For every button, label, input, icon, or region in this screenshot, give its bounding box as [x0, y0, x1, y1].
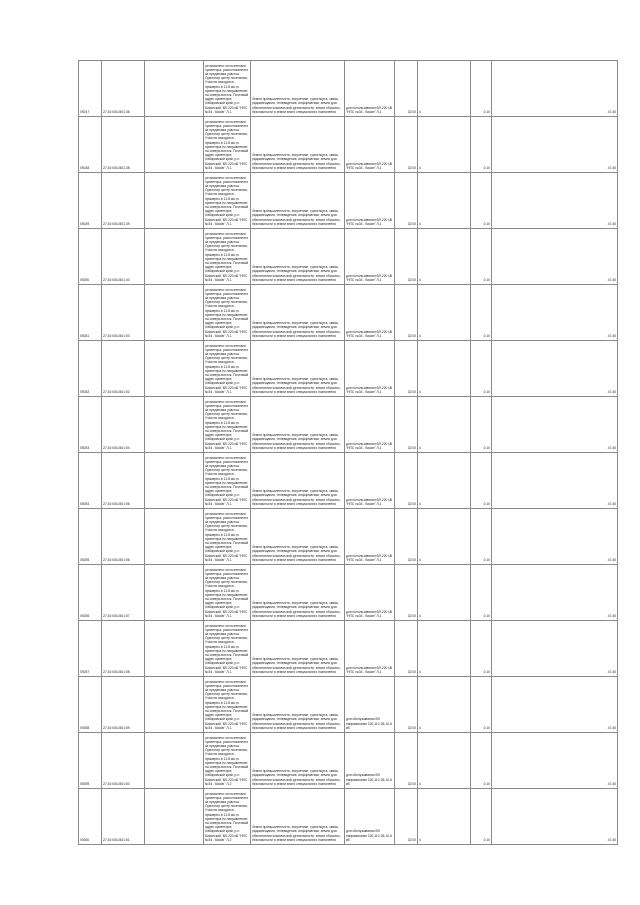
empty-cell — [145, 789, 204, 845]
area-cell — [395, 621, 418, 677]
permitted-use-cell — [345, 677, 395, 733]
document-sheet — [78, 60, 616, 845]
empty-cell — [145, 61, 204, 117]
location-text: установлено относительно ориентира, расположенного за пределами участка. Ориентир центр поселения. Участок находится примерно в 12,8 км от ориентира по направлению на северо-восток. Почтовый адрес ориентира: Хабаровский край, р-н Бикинский, ВЛ-220 кВ "НПС №34 - Бикин" Л-2 — [205, 791, 249, 842]
land-category-cell — [251, 341, 345, 397]
location-cell — [204, 285, 251, 341]
location-text: установлено относительно ориентира, расположенного за пределами участка. Ориентир центр поселения. Участок находится примерно в 12,8 км от ориентира по направлению на северо-восток. Почтовый адрес ориентира: Хабаровский край, р-н Бикинский, ВЛ-220 кВ "НПС №34 - Бикин" Л-1 — [205, 175, 249, 226]
sum-text: 47,40 — [607, 557, 616, 562]
sum-cell — [492, 677, 618, 733]
location-cell — [204, 677, 251, 733]
land-category-cell — [251, 509, 345, 565]
location-cell — [204, 117, 251, 173]
area-text: 32,00 — [407, 613, 416, 618]
rate-cell — [471, 285, 492, 341]
sum-cell — [492, 173, 618, 229]
area-cell — [395, 789, 418, 845]
area-cell — [395, 677, 418, 733]
permitted-use-text: для использования ВЛ-220 кВ "НПС №34 - Бикин" Л-1 — [346, 553, 392, 562]
location-cell — [204, 453, 251, 509]
area-cell — [395, 397, 418, 453]
rate-text: 0,10 — [483, 781, 490, 786]
area-text: 32,00 — [407, 557, 416, 562]
code-cell — [418, 509, 471, 565]
area-text: 32,00 — [407, 501, 416, 506]
permitted-use-text: для обслуживания ВЛ напряжением 220-110-35-10-6 кВ — [346, 773, 393, 786]
land-category-cell — [251, 61, 345, 117]
row-number-text: 09251 — [80, 333, 90, 338]
permitted-use-cell — [345, 789, 395, 845]
area-cell — [395, 509, 418, 565]
cadastral-number-cell — [102, 621, 145, 677]
code-cell — [418, 61, 471, 117]
location-text: установлено относительно ориентира, расположенного за пределами участка. Ориентир центр поселения. Участок находится примерно в 12,8 км от ориентира по направлению на северо-восток. Почтовый адрес ориентира: Хабаровский край, р-н Бикинский, ВЛ-220 кВ "НПС №34 - Бикин" Л-2 — [205, 735, 249, 786]
row-number-cell — [79, 285, 102, 341]
land-category-cell — [251, 789, 345, 845]
table-body — [79, 61, 618, 845]
area-text: 32,00 — [407, 277, 416, 282]
code-cell — [418, 229, 471, 285]
code-text: 4 — [419, 837, 421, 842]
location-cell — [204, 61, 251, 117]
code-text: 4 — [419, 333, 421, 338]
rate-cell — [471, 61, 492, 117]
sum-cell — [492, 341, 618, 397]
permitted-use-text: для использования ВЛ-220 кВ "НПС №34 - Бикин" Л-1 — [346, 161, 392, 170]
cadastral-number-cell — [102, 229, 145, 285]
cadastral-number-text: 27:10:0010401:61 — [103, 837, 130, 842]
rate-text: 0,10 — [483, 445, 490, 450]
rate-text: 0,10 — [483, 837, 490, 842]
cadastral-number-text: 27:10:0010401:60 — [103, 781, 130, 786]
permitted-use-cell — [345, 733, 395, 789]
permitted-use-text: для использования ВЛ-220 кВ "НПС №34 - Бикин" Л-1 — [346, 609, 392, 618]
table-row — [79, 285, 618, 341]
cadastral-number-text: 27:10:0010401:56 — [103, 501, 130, 506]
empty-cell — [145, 509, 204, 565]
cadastral-number-text: 27:10:0010401:56 — [103, 557, 130, 562]
land-category-text: Земли промышленности, энергетики, транспорта, связи, радиовещания, телевидения, информатики, земли для обеспечения космической деятельности, земли обороны, безопасности и земли иного специального назначения — [252, 433, 341, 450]
location-cell — [204, 173, 251, 229]
row-number-cell — [79, 565, 102, 621]
table-row — [79, 397, 618, 453]
code-text: 4 — [419, 109, 421, 114]
table-row — [79, 565, 618, 621]
row-number-text: 09253 — [80, 445, 90, 450]
code-cell — [418, 341, 471, 397]
rate-cell — [471, 509, 492, 565]
permitted-use-text: для обслуживания ВЛ напряжением 220-110-35-10-6 кВ — [346, 717, 393, 730]
code-text: 4 — [419, 725, 421, 730]
land-category-text: Земли промышленности, энергетики, транспорта, связи, радиовещания, телевидения, информатики, земли для обеспечения космической деятельности, земли обороны, безопасности и земли иного специального назначения — [252, 545, 341, 562]
empty-cell — [145, 565, 204, 621]
rate-text: 0,10 — [483, 501, 490, 506]
table-row — [79, 173, 618, 229]
sum-cell — [492, 61, 618, 117]
location-cell — [204, 229, 251, 285]
location-cell — [204, 341, 251, 397]
location-text: установлено относительно ориентира, расположенного за пределами участка. Ориентир центр поселения. Участок находится примерно в 12,8 км от ориентира по направлению на северо-восток. Почтовый адрес ориентира: Хабаровский край, р-н Бикинский, ВЛ-220 кВ "НПС №34 - Бикин" Л-1 — [205, 455, 249, 506]
area-cell — [395, 229, 418, 285]
table-row — [79, 229, 618, 285]
row-number-cell — [79, 341, 102, 397]
land-category-text: Земли промышленности, энергетики, транспорта, связи, радиовещания, телевидения, информатики, земли для обеспечения космической деятельности, земли обороны, безопасности и земли иного специального назначения — [252, 377, 341, 394]
empty-cell — [145, 733, 204, 789]
land-category-cell — [251, 565, 345, 621]
permitted-use-text: для использования ВЛ-220 кВ "НПС №34 - Бикин" Л-1 — [346, 217, 392, 226]
cadastral-number-text: 27:10:0010401:58 — [103, 669, 130, 674]
row-number-text: 09254 — [80, 501, 90, 506]
sum-text: 47,40 — [607, 837, 616, 842]
location-text: установлено относительно ориентира, расположенного за пределами участка. Ориентир центр поселения. Участок находится примерно в 12,8 км от ориентира по направлению на северо-восток. Почтовый адрес ориентира: Хабаровский край, р-н Бикинский, ВЛ-220 кВ "НПС №34 - Бикин" Л-1 — [205, 63, 249, 114]
rate-text: 0,10 — [483, 221, 490, 226]
rate-text: 0,10 — [483, 277, 490, 282]
cadastral-number-cell — [102, 341, 145, 397]
cadastral-number-cell — [102, 565, 145, 621]
area-text: 32,00 — [407, 109, 416, 114]
cadastral-number-text: 27:10:0010401:57 — [103, 613, 130, 618]
permitted-use-cell — [345, 173, 395, 229]
sum-text: 47,40 — [607, 277, 616, 282]
land-category-cell — [251, 173, 345, 229]
code-cell — [418, 285, 471, 341]
area-text: 32,00 — [407, 781, 416, 786]
empty-cell — [145, 677, 204, 733]
permitted-use-text: для использования ВЛ-220 кВ "НПС №34 - Бикин" Л-1 — [346, 497, 392, 506]
area-cell — [395, 565, 418, 621]
permitted-use-cell — [345, 229, 395, 285]
row-number-cell — [79, 453, 102, 509]
land-category-cell — [251, 285, 345, 341]
permitted-use-text: для использования ВЛ-220 кВ "НПС №34 - Бикин" Л-1 — [346, 329, 392, 338]
cadastral-number-cell — [102, 117, 145, 173]
cadastral-number-cell — [102, 789, 145, 845]
area-cell — [395, 117, 418, 173]
sum-cell — [492, 117, 618, 173]
row-number-text: 09258 — [80, 725, 90, 730]
sum-cell — [492, 733, 618, 789]
area-cell — [395, 61, 418, 117]
area-text: 32,00 — [407, 725, 416, 730]
empty-cell — [145, 117, 204, 173]
row-number-cell — [79, 397, 102, 453]
code-text: 4 — [419, 557, 421, 562]
sum-text: 47,40 — [607, 109, 616, 114]
area-cell — [395, 733, 418, 789]
row-number-cell — [79, 677, 102, 733]
land-category-cell — [251, 397, 345, 453]
code-cell — [418, 621, 471, 677]
cadastral-number-cell — [102, 453, 145, 509]
row-number-text: 09252 — [80, 389, 90, 394]
cadastral-number-cell — [102, 509, 145, 565]
permitted-use-cell — [345, 397, 395, 453]
row-number-cell — [79, 733, 102, 789]
sum-cell — [492, 565, 618, 621]
cadastral-number-text: 27:10:0010401:53 — [103, 333, 130, 338]
sum-cell — [492, 453, 618, 509]
cadastral-number-text: 27:10:0010401:38 — [103, 165, 130, 170]
row-number-cell — [79, 789, 102, 845]
cadastral-number-text: 27:10:0010401:40 — [103, 277, 130, 282]
table-row — [79, 733, 618, 789]
sum-text: 47,40 — [607, 389, 616, 394]
land-category-text: Земли промышленности, энергетики, транспорта, связи, радиовещания, телевидения, информатики, земли для обеспечения космической деятельности, земли обороны, безопасности и земли иного специального назначения — [252, 769, 341, 786]
permitted-use-cell — [345, 117, 395, 173]
land-category-text: Земли промышленности, энергетики, транспорта, связи, радиовещания, телевидения, информатики, земли для обеспечения космической деятельности, земли обороны, безопасности и земли иного специального назначения — [252, 713, 341, 730]
code-cell — [418, 453, 471, 509]
sum-text: 47,40 — [607, 445, 616, 450]
area-cell — [395, 285, 418, 341]
table-row — [79, 621, 618, 677]
area-text: 32,00 — [407, 221, 416, 226]
rate-cell — [471, 733, 492, 789]
empty-cell — [145, 285, 204, 341]
permitted-use-cell — [345, 341, 395, 397]
sum-text: 47,40 — [607, 333, 616, 338]
row-number-text: 09256 — [80, 613, 90, 618]
code-cell — [418, 733, 471, 789]
rate-cell — [471, 341, 492, 397]
sum-cell — [492, 509, 618, 565]
location-text: установлено относительно ориентира, расположенного за пределами участка. Ориентир центр поселения. Участок находится примерно в 12,8 км от ориентира по направлению на северо-восток. Почтовый адрес ориентира: Хабаровский край, р-н Бикинский, ВЛ-220 кВ "НПС №34 - Бикин" Л-1 — [205, 399, 249, 450]
permitted-use-cell — [345, 509, 395, 565]
location-text: установлено относительно ориентира, расположенного за пределами участка. Ориентир центр поселения. Участок находится примерно в 12,8 км от ориентира по направлению на северо-восток. Почтовый адрес ориентира: Хабаровский край, р-н Бикинский, ВЛ-220 кВ "НПС №34 - Бикин" Л-1 — [205, 567, 249, 618]
sum-cell — [492, 789, 618, 845]
code-cell — [418, 565, 471, 621]
land-category-text: Земли промышленности, энергетики, транспорта, связи, радиовещания, телевидения, информатики, земли для обеспечения космической деятельности, земли обороны, безопасности и земли иного специального назначения — [252, 601, 341, 618]
rate-cell — [471, 789, 492, 845]
empty-cell — [145, 341, 204, 397]
land-category-cell — [251, 453, 345, 509]
location-cell — [204, 789, 251, 845]
table-row — [79, 341, 618, 397]
location-text: установлено относительно ориентира, расположенного за пределами участка. Ориентир центр поселения. Участок находится примерно в 12,8 км от ориентира по направлению на северо-восток. Почтовый адрес ориентира: Хабаровский край, р-н Бикинский, ВЛ-220 кВ "НПС №34 - Бикин" Л-1 — [205, 343, 249, 394]
sum-text: 47,40 — [607, 613, 616, 618]
rate-cell — [471, 229, 492, 285]
code-text: 4 — [419, 613, 421, 618]
table-row — [79, 117, 618, 173]
code-text: 4 — [419, 781, 421, 786]
land-plots-table — [78, 60, 618, 845]
table-row — [79, 677, 618, 733]
row-number-text: 09259 — [80, 781, 90, 786]
row-number-text: 09248 — [80, 165, 90, 170]
row-number-cell — [79, 621, 102, 677]
cadastral-number-text: 27:10:0010401:54 — [103, 445, 130, 450]
row-number-text: 09260 — [80, 837, 90, 842]
location-cell — [204, 565, 251, 621]
sum-text: 47,40 — [607, 501, 616, 506]
location-text: установлено относительно ориентира, расположенного за пределами участка. Ориентир центр поселения. Участок находится примерно в 12,8 км от ориентира по направлению на северо-восток. Почтовый адрес ориентира: Хабаровский край, р-н Бикинский, ВЛ-220 кВ "НПС №34 - Бикин" Л-1 — [205, 287, 249, 338]
rate-text: 0,10 — [483, 333, 490, 338]
empty-cell — [145, 453, 204, 509]
area-text: 32,00 — [407, 445, 416, 450]
permitted-use-cell — [345, 61, 395, 117]
land-category-cell — [251, 677, 345, 733]
code-text: 4 — [419, 221, 421, 226]
land-category-cell — [251, 229, 345, 285]
permitted-use-text: для обслуживания ВЛ напряжением 220-110-35-10-6 кВ — [346, 829, 393, 842]
cadastral-number-cell — [102, 733, 145, 789]
row-number-text: 09250 — [80, 277, 90, 282]
sum-text: 47,40 — [607, 669, 616, 674]
rate-cell — [471, 397, 492, 453]
area-text: 32,00 — [407, 669, 416, 674]
code-text: 4 — [419, 501, 421, 506]
rate-cell — [471, 453, 492, 509]
rate-text: 0,10 — [483, 613, 490, 618]
empty-cell — [145, 621, 204, 677]
area-text: 32,00 — [407, 837, 416, 842]
empty-cell — [145, 229, 204, 285]
code-text: 4 — [419, 277, 421, 282]
location-text: установлено относительно ориентира, расположенного за пределами участка. Ориентир центр поселения. Участок находится примерно в 12,8 км от ориентира по направлению на северо-восток. Почтовый адрес ориентира: Хабаровский край, р-н Бикинский, ВЛ-220 кВ "НПС №34 - Бикин" Л-1 — [205, 679, 249, 730]
rate-cell — [471, 621, 492, 677]
land-category-text: Земли промышленности, энергетики, транспорта, связи, радиовещания, телевидения, информатики, земли для обеспечения космической деятельности, земли обороны, безопасности и земли иного специального назначения — [252, 825, 341, 842]
sum-text: 47,40 — [607, 781, 616, 786]
land-category-text: Земли промышленности, энергетики, транспорта, связи, радиовещания, телевидения, информатики, земли для обеспечения космической деятельности, земли обороны, безопасности и земли иного специального назначения — [252, 657, 341, 674]
code-text: 4 — [419, 165, 421, 170]
table-row — [79, 453, 618, 509]
rate-cell — [471, 173, 492, 229]
sum-cell — [492, 621, 618, 677]
code-cell — [418, 117, 471, 173]
location-cell — [204, 733, 251, 789]
cadastral-number-text: 27:10:0010401:39 — [103, 221, 130, 226]
sum-cell — [492, 229, 618, 285]
land-category-cell — [251, 117, 345, 173]
code-cell — [418, 677, 471, 733]
code-text: 4 — [419, 445, 421, 450]
cadastral-number-cell — [102, 285, 145, 341]
land-category-cell — [251, 621, 345, 677]
land-category-cell — [251, 733, 345, 789]
rate-text: 0,10 — [483, 669, 490, 674]
rate-text: 0,10 — [483, 557, 490, 562]
area-cell — [395, 453, 418, 509]
table-row — [79, 509, 618, 565]
row-number-text: 09255 — [80, 557, 90, 562]
sum-text: 47,40 — [607, 221, 616, 226]
permitted-use-text: для использования ВЛ-220 кВ "НПС №34 - Бикин" Л-1 — [346, 385, 392, 394]
land-category-text: Земли промышленности, энергетики, транспорта, связи, радиовещания, телевидения, информатики, земли для обеспечения космической деятельности, земли обороны, безопасности и земли иного специального назначения — [252, 153, 341, 170]
empty-cell — [145, 173, 204, 229]
row-number-text: 09249 — [80, 221, 90, 226]
area-cell — [395, 341, 418, 397]
location-cell — [204, 509, 251, 565]
cadastral-number-text: 27:10:0010401:36 — [103, 109, 130, 114]
cadastral-number-cell — [102, 397, 145, 453]
code-text: 4 — [419, 389, 421, 394]
rate-text: 0,10 — [483, 725, 490, 730]
sum-text: 47,40 — [607, 165, 616, 170]
permitted-use-text: для использования ВЛ-220 кВ "НПС №34 - Бикин" Л-1 — [346, 665, 392, 674]
rate-text: 0,10 — [483, 165, 490, 170]
code-cell — [418, 789, 471, 845]
area-text: 32,00 — [407, 333, 416, 338]
row-number-cell — [79, 61, 102, 117]
cadastral-number-text: 27:10:0010401:59 — [103, 725, 130, 730]
permitted-use-cell — [345, 453, 395, 509]
sum-cell — [492, 397, 618, 453]
area-text: 32,00 — [407, 165, 416, 170]
land-category-text: Земли промышленности, энергетики, транспорта, связи, радиовещания, телевидения, информатики, земли для обеспечения космической деятельности, земли обороны, безопасности и земли иного специального назначения — [252, 97, 341, 114]
location-cell — [204, 621, 251, 677]
row-number-cell — [79, 117, 102, 173]
sum-cell — [492, 285, 618, 341]
sum-text: 47,40 — [607, 725, 616, 730]
permitted-use-cell — [345, 565, 395, 621]
code-cell — [418, 173, 471, 229]
permitted-use-text: для использования ВЛ-220 кВ "НПС №34 - Бикин" Л-1 — [346, 441, 392, 450]
rate-text: 0,10 — [483, 109, 490, 114]
location-text: установлено относительно ориентира, расположенного за пределами участка. Ориентир центр поселения. Участок находится примерно в 12,8 км от ориентира по направлению на северо-восток. Почтовый адрес ориентира: Хабаровский край, р-н Бикинский, ВЛ-220 кВ "НПС №34 - Бикин" Л-1 — [205, 119, 249, 170]
table-row — [79, 789, 618, 845]
row-number-cell — [79, 229, 102, 285]
permitted-use-cell — [345, 285, 395, 341]
area-text: 32,00 — [407, 389, 416, 394]
row-number-text: 09257 — [80, 669, 90, 674]
land-category-text: Земли промышленности, энергетики, транспорта, связи, радиовещания, телевидения, информатики, земли для обеспечения космической деятельности, земли обороны, безопасности и земли иного специального назначения — [252, 489, 341, 506]
location-text: установлено относительно ориентира, расположенного за пределами участка. Ориентир центр поселения. Участок находится примерно в 12,8 км от ориентира по направлению на северо-восток. Почтовый адрес ориентира: Хабаровский край, р-н Бикинский, ВЛ-220 кВ "НПС №34 - Бикин" Л-1 — [205, 511, 249, 562]
cadastral-number-cell — [102, 173, 145, 229]
location-text: установлено относительно ориентира, расположенного за пределами участка. Ориентир центр поселения. Участок находится примерно в 12,8 км от ориентира по направлению на северо-восток. Почтовый адрес ориентира: Хабаровский край, р-н Бикинский, ВЛ-220 кВ "НПС №34 - Бикин" Л-1 — [205, 623, 249, 674]
permitted-use-text: для использования ВЛ-220 кВ "НПС №34 - Бикин" Л-1 — [346, 273, 392, 282]
land-category-text: Земли промышленности, энергетики, транспорта, связи, радиовещания, телевидения, информатики, земли для обеспечения космической деятельности, земли обороны, безопасности и земли иного специального назначения — [252, 209, 341, 226]
permitted-use-cell — [345, 621, 395, 677]
table-row — [79, 61, 618, 117]
rate-cell — [471, 565, 492, 621]
area-cell — [395, 173, 418, 229]
code-cell — [418, 397, 471, 453]
rate-cell — [471, 117, 492, 173]
cadastral-number-cell — [102, 61, 145, 117]
land-category-text: Земли промышленности, энергетики, транспорта, связи, радиовещания, телевидения, информатики, земли для обеспечения космической деятельности, земли обороны, безопасности и земли иного специального назначения — [252, 321, 341, 338]
row-number-cell — [79, 173, 102, 229]
row-number-cell — [79, 509, 102, 565]
rate-text: 0,10 — [483, 389, 490, 394]
code-text: 4 — [419, 669, 421, 674]
cadastral-number-text: 27:10:0010401:52 — [103, 389, 130, 394]
row-number-text: 09247 — [80, 109, 90, 114]
rate-cell — [471, 677, 492, 733]
land-category-text: Земли промышленности, энергетики, транспорта, связи, радиовещания, телевидения, информатики, земли для обеспечения космической деятельности, земли обороны, безопасности и земли иного специального назначения — [252, 265, 341, 282]
empty-cell — [145, 397, 204, 453]
location-text: установлено относительно ориентира, расположенного за пределами участка. Ориентир центр поселения. Участок находится примерно в 12,8 км от ориентира по направлению на северо-восток. Почтовый адрес ориентира: Хабаровский край, р-н Бикинский, ВЛ-220 кВ "НПС №34 - Бикин" Л-1 — [205, 231, 249, 282]
location-cell — [204, 397, 251, 453]
cadastral-number-cell — [102, 677, 145, 733]
permitted-use-text: для использования ВЛ-220 кВ "НПС №34 - Бикин" Л-1 — [346, 105, 392, 114]
